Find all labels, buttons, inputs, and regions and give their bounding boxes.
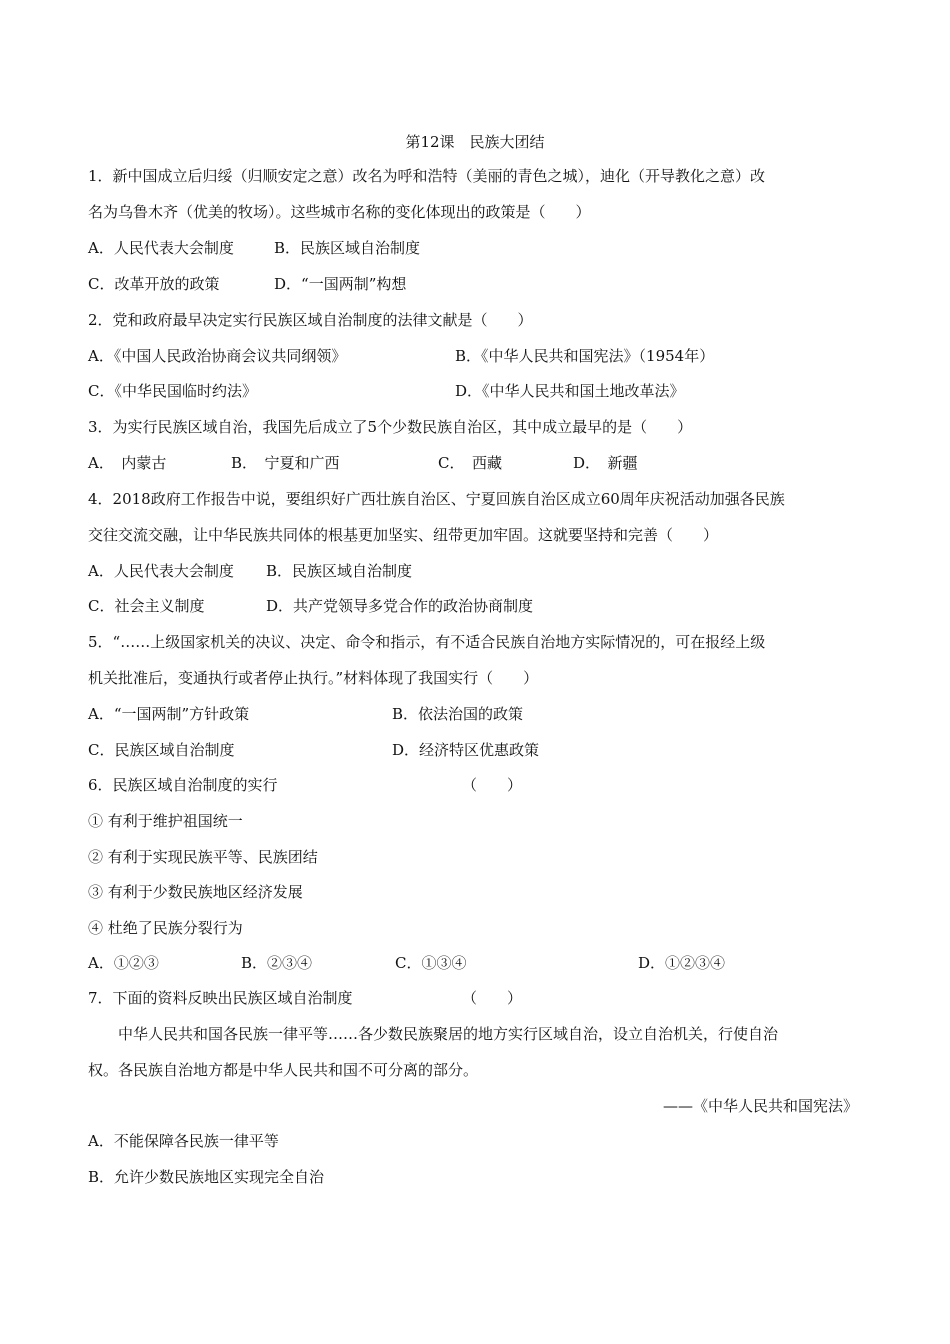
q2-option-d: D．《中华人民共和国土地改革法》	[455, 382, 685, 400]
q1-option-b: B．民族区域自治制度	[274, 239, 421, 257]
q1-option-a: A．人民代表大会制度	[88, 239, 234, 257]
q3-option-a: A． 内蒙古	[88, 454, 167, 472]
q6-statement-3: ③ 有利于少数民族地区经济发展	[88, 883, 303, 901]
q6-statement-2: ② 有利于实现民族平等、民族团结	[88, 848, 318, 866]
q6-stem: 6．民族区域自治制度的实行	[88, 776, 278, 794]
q2-stem: 2．党和政府最早决定实行民族区域自治制度的法律文献是（ ）	[88, 311, 533, 329]
q3-option-b: B． 宁夏和广西	[231, 454, 340, 472]
q6-option-a: A．①②③	[88, 954, 159, 972]
q6-statement-4: ④ 杜绝了民族分裂行为	[88, 919, 243, 937]
q7-option-b: B．允许少数民族地区实现完全自治	[88, 1168, 325, 1186]
q2-option-c: C．《中华民国临时约法》	[88, 382, 257, 400]
q7-quote-source: ——《中华人民共和国宪法》	[662, 1097, 858, 1115]
q6-option-c: C．①③④	[395, 954, 467, 972]
q3-option-d: D． 新疆	[573, 454, 638, 472]
q4-option-c: C．社会主义制度	[88, 597, 205, 615]
q7-stem: 7．下面的资料反映出民族区域自治制度	[88, 989, 353, 1007]
q4-stem-line1: 4．2018政府工作报告中说，要组织好广西壮族自治区、宁夏回族自治区成立60周年庆祝活动加强各民族	[88, 490, 785, 508]
q4-option-a: A．人民代表大会制度	[88, 562, 234, 580]
q5-stem-line1: 5．“……上级国家机关的决议、决定、命令和指示，有不适合民族自治地方实际情况的，可在报经上级	[88, 633, 766, 651]
q7-answer-paren: （ ）	[462, 989, 523, 1007]
q6-option-d: D．①②③④	[638, 954, 726, 972]
q5-option-b: B．依法治国的政策	[392, 705, 524, 723]
q7-quote-line1: 中华人民共和国各民族一律平等……各少数民族聚居的地方实行区域自治，设立自治机关，行使自治	[118, 1025, 779, 1043]
q4-stem-line2: 交往交流交融，让中华民族共同体的根基更加坚实、纽带更加牢固。这就要坚持和完善（ ）	[88, 526, 719, 544]
q1-option-c: C．改革开放的政策	[88, 275, 220, 293]
q1-stem-line1: 1．新中国成立后归绥（归顺安定之意）改名为呼和浩特（美丽的青色之城），迪化（开导教化之意）改	[88, 167, 766, 185]
q6-statement-1: ① 有利于维护祖国统一	[88, 812, 243, 830]
q5-option-a: A．“一国两制”方针政策	[88, 705, 250, 723]
q7-quote-line2: 权。各民族自治地方都是中华人民共和国不可分离的部分。	[88, 1061, 479, 1079]
q6-option-b: B．②③④	[241, 954, 313, 972]
q4-option-d: D．共产党领导多党合作的政治协商制度	[266, 597, 534, 615]
q2-option-b: B．《中华人民共和国宪法》（1954年）	[455, 347, 715, 365]
q4-option-b: B．民族区域自治制度	[266, 562, 413, 580]
q3-stem: 3．为实行民族区域自治，我国先后成立了5个少数民族自治区，其中成立最早的是（ ）	[88, 418, 693, 436]
q1-option-d: D．“一国两制”构想	[274, 275, 407, 293]
page-title: 第12课 民族大团结	[405, 133, 545, 151]
q5-stem-line2: 机关批准后，变通执行或者停止执行。”材料体现了我国实行（ ）	[88, 669, 539, 687]
q7-option-a: A．不能保障各民族一律平等	[88, 1132, 279, 1150]
q6-answer-paren: （ ）	[462, 776, 523, 794]
q2-option-a: A．《中国人民政治协商会议共同纲领》	[88, 347, 347, 365]
q5-option-c: C．民族区域自治制度	[88, 741, 235, 759]
q1-stem-line2: 名为乌鲁木齐（优美的牧场）。这些城市名称的变化体现出的政策是（ ）	[88, 203, 591, 221]
q3-option-c: C． 西藏	[438, 454, 502, 472]
q5-option-d: D．经济特区优惠政策	[392, 741, 540, 759]
